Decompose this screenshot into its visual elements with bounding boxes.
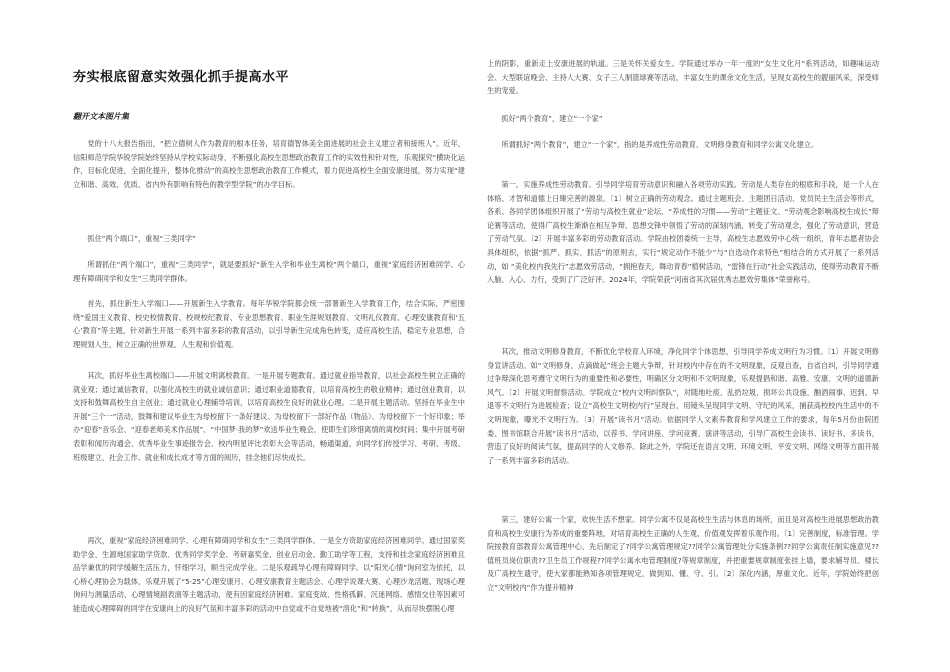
left-paragraph-4: 其次，抓好毕业生离校端口——开展文明离校教育。一是开展专题教育。通过就业指导教育，以社会高校生树立正确的就业观；通过诚信教育，以强化高校生的就业诚信意识；通过职业道德教育，以培育高校生的敬业精神；通过创业教育，以支持和鼓舞高校生自主创业；通过就业心理辅导培训，以培育高校生良好的就业心理。二是开展主题活动。坚持在毕业生中开展“三个一”活动，鼓舞和建议毕业生为母校留下一条好建议、为母校留下一部好作品（物品）、为母校留下一个好印象；举办“迎春”音乐会、“迎春老师美术作品展”、“中国梦·我的梦”欢送毕业生晚会，使即生们珍惜离情的离校时间；集中开展考研表彰和闻历沟通会、优秀毕业生事迹报告会、校内明星评比表彰大会等活动，畅通渠道，向同学们传授学习、考研、考级、班级建立、社会工作、就业和成长成才等方面的阅历，挂念他们尽快成长。 bbox=[73, 371, 465, 462]
image-gallery-link[interactable]: 翻开文本图片集 bbox=[73, 112, 129, 121]
left-paragraph-5: 再次，重视“家庭经济困难同学、心理有障碍同学和女生”三类同学群体。一是全方资助家庭经济困难同学。通过国家奖助学金、生源地国家助学贷款、优秀同学奖学金、考研嘉奖金、创业启动金、勤工助学等工程，支持和挂念家庭经济困难且品学兼优的同学缓解生活压力，忏细学习，顺当完成学业。二是乐观疏导心理有障碍同学。以“阳光心情”询问室为依托，以心桥心理协会为载体，乐观开展了“5·25”心理安康月、心理安康教育主题活会、心理学说课大赛、心理沙龙活题、现场心理询问与测量活动、心理情境剧表演等主题活动，使有因家庭经济困难、家庭变故、性格孤僻、沉迷网络、感情交往等因素可能造成心理障碍的同学在安康向上的良好气氛和丰富多彩的活动中自觉或不自觉地被“溶化”和“转换”，从而尽快摆脱心理 bbox=[73, 536, 465, 613]
article-title: 夯实根底留意实效强化抓手提高水平 bbox=[73, 70, 290, 85]
left-paragraph-2: 所谓抓住“两个端口”，重视“三类同学”，就是要抓好“新生入学和毕业生离校”两个端口，重视“家庭经济困难同学、心理有障碍同学和女生”三类同学群体。 bbox=[73, 260, 465, 283]
left-paragraph-3: 首先，抓住新生入学端口——开展新生入学教育。每年华锐学院都会统一部署新生入学教育工作，结合实际，严密围绕“爱国主义教育、校史校情教育、校规校纪教育、专业思想教育、职业生涯规划教育、文明礼仪教育、心理安康教育和‘五心’教育”等主题，针对新生开展一系列丰富多彩的教育活动，以引导新生完成角色转变，适应高校生活，稳定专业思想，合理规划人生，树立正确的世界观、人生观和价值观。 bbox=[73, 299, 465, 349]
right-paragraph-1: 上的阴影，重新走上安康进展的轨道。三是关怀关爱女生。学院通过举办一年一度的“女生文化月”系列活动，如趣味运动会、大型联谊晚会、主持人大赛、女子三人制篮球赛等活动，丰富女生的课余文化生活，呈现女高校生的靓丽风采，深受师生的宠爱。 bbox=[487, 59, 879, 96]
right-paragraph-4: 其次，推动文明修身教育，不断优化学校育人环境，净化同学个体思想，引导同学养成文明行为习惯。〔1〕开展文明修身宣讲活动。如“文明修身，点滴做起”班会主题大争辩，针对校内中存在的不文明现象，反观自查，自省自纠，引导同学通过争辩深化思考遵守文明行为的重要性和必要性，明确区分文明和不文明现象，乐观提倡和谐、高雅、安康、文明的道德新风气。〔2〕开展文明督察活动。学院成立“校内文明纠察队”，对随地吐痰、乱扔垃圾、损坏公共设施、酗酒闹事、迟到、早退等不文明行为进展检查；设立“高校生文明校内行”呈现台，用镜头呈现同学文明、守纪的风采，捕获高校校内生活中的不文明现象，曝光不文明行为。〔3〕开展“读书月”活动。依据同学人文素养教育和学风建立工作的要求，每年5月份由院团委、图书馆联合开展“读书月”活动，以荐书、学问讲座、学问竞赛、演讲等活动，引导广高校生会读书、读好书、多读书，营造了良好的阅读气氛，提高同学的人文修养。除此之外，学院还在语言文明、环境文明、平安文明、网络文明等方面开展了一系列丰富多彩的活动。 bbox=[487, 347, 879, 465]
right-paragraph-2: 所谓抓好“两个教育”，建立“一个家”，指的是养成性劳动教育、文明修身教育和同学公寓文化建立。 bbox=[501, 140, 819, 149]
right-paragraph-5: 第三，建好公寓一个家，欢快生活不想家。同学公寓不仅是高校生生活与休息的场所，而且是对高校生进展思想政治教育和高校生安康行为养成的重要阵地，对培育高校生正确的人生观、价值观发挥着乐观作用。〔1〕完善制度，标准管理。学院按教育部教育公寓管理中心，先后制定了?同学公寓管理规定??同学公寓管理处分实施条例??同学公寓责任制实施意见??值班员岗位职责??卫生员工作规程??同学公寓水电管理制度?等规章制度，并把重要规章制度张挂上墙，要求辅导员、楼长及广高校生遗守，使大家都能熟知各项管理规定，做到知、懂、守、引。〔2〕深化内涵，厚重文化。近年，学院始终把创立“文明校内”作为提升精神 bbox=[487, 515, 879, 592]
left-paragraph-1: 党的十八大报告指出，“把立德树人作为教育的根本任务，培育德智体美全面进展的社会主义建立者和接班人”。近年，信阳师范学院华锐学院始终坚持从学校实际动身，不断强化高校生思想政治教育工作的实效性和针对性，乐观探究“横块化运作，目标化促进，全面化提升，整体化推动”的高校生思想政治教育工作模式，着力促进高校生全面安康进展，努力实现“建立和谐、高效、优质、省内外有影响有特色的教学型学院”的办学目标。 bbox=[73, 139, 465, 189]
left-section-heading: 抓住“两个端口”，重视“三类同学” bbox=[87, 234, 196, 243]
right-section-heading: 抓好“两个教育”，建立“一个家” bbox=[501, 114, 603, 123]
right-paragraph-3: 第一，实施养成性劳动教育。引导同学培育劳动意识和融入各项劳动实践。劳动是人类存在的根底和手段，是一个人在体格、才智和道德上日臻完善的源泉。〔1〕树立正确的劳动观念。通过主题班会、主题团日活动、党员民主生活会等形式，各系、各同学团体组织开展了“劳动与高校生就业”论坛、“养成性的习惯——劳动”主题征文、“劳动观念影响高校生成长”辩论赛等活动，使得广高校生渐渐在相互争辩、思想交锋中领悟了劳动的深刻内涵，转变了劳动观念，强化了劳动意识，营造了劳动气氛。〔2〕开展丰富多彩的劳动教育活动。学院由校团委统一主导，高校生志愿效劳中心统一组织，青年志愿者协会具体组织，依据“抓严、抓实、抓活”的原则去，实行“规定动作不能少”与“自选动作求特色”相结合的方式开展了一系列活动，如 “美化校内我先行”志愿效劳活动，“拥抱春天，舞动青春”植树活动，“雷锋在行动”社会实践活动，使得劳动教育不断入脑、入心、力行，受到了广泛好评。2024年，学院荣获“河南省其次届优秀志愿效劳集体”荣誉称号。 bbox=[487, 180, 879, 285]
